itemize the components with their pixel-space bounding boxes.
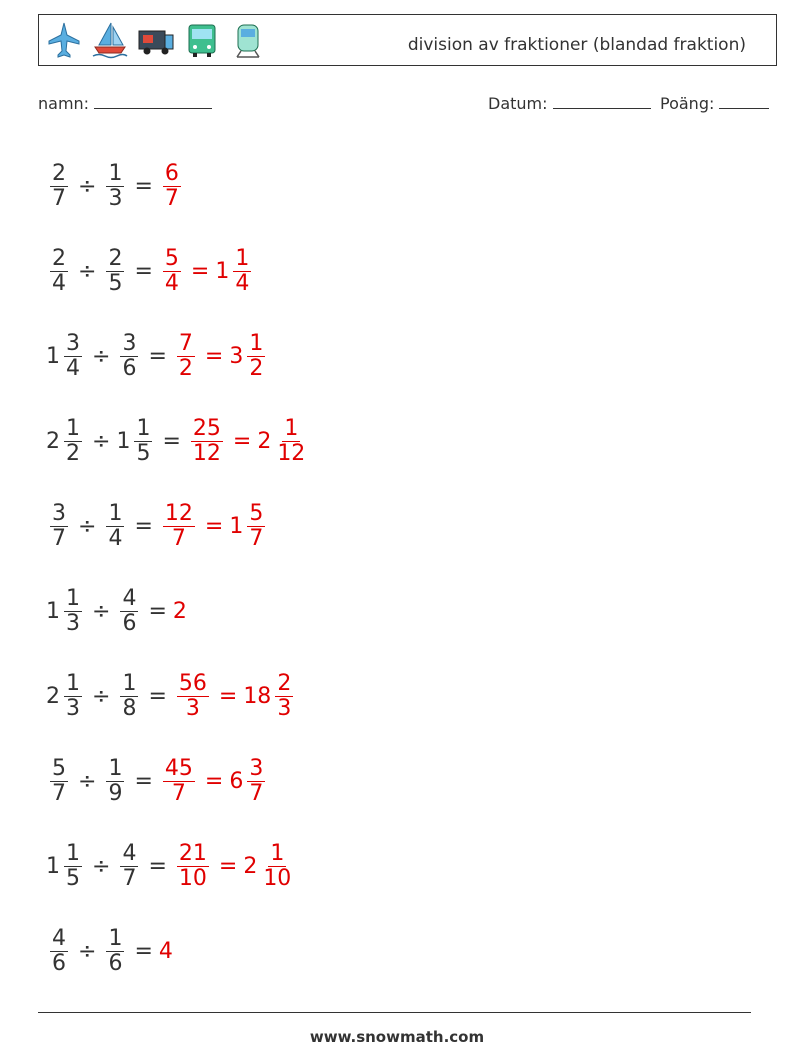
divisor-number bbox=[102, 502, 128, 551]
footer-divider bbox=[38, 1012, 751, 1013]
divisor-fraction bbox=[134, 417, 152, 466]
dividend-fraction bbox=[64, 587, 82, 636]
answer-improper-fraction bbox=[163, 162, 181, 211]
problem-row bbox=[46, 824, 311, 909]
equals-sign: = bbox=[162, 429, 181, 454]
dividend-denominator: 3 bbox=[66, 696, 80, 721]
dividend-denominator: 3 bbox=[66, 611, 80, 636]
divisor-denominator: 6 bbox=[108, 951, 123, 976]
dividend-numerator: 1 bbox=[66, 415, 80, 441]
dividend-number bbox=[46, 332, 86, 381]
divisor-numerator: 1 bbox=[108, 925, 123, 951]
divisor-fraction bbox=[106, 502, 124, 551]
dividend-number bbox=[46, 247, 72, 296]
answer-improper-number bbox=[159, 247, 185, 296]
divide-sign: ÷ bbox=[92, 854, 111, 879]
divisor-number bbox=[102, 247, 128, 296]
divisor-fraction bbox=[106, 757, 124, 806]
divisor-number bbox=[116, 587, 142, 636]
answer-equals-sign: = bbox=[204, 769, 224, 794]
answer-mixed-fraction bbox=[261, 842, 293, 891]
dividend-numerator: 2 bbox=[52, 160, 66, 186]
divisor-fraction bbox=[120, 587, 138, 636]
dividend-fraction bbox=[50, 162, 68, 211]
dividend-denominator: 7 bbox=[52, 526, 66, 551]
problem-row bbox=[46, 739, 311, 824]
problem-row bbox=[46, 314, 311, 399]
answer-improper-numerator: 21 bbox=[178, 840, 207, 866]
divisor-denominator: 4 bbox=[108, 526, 123, 551]
dividend-denominator: 6 bbox=[52, 951, 66, 976]
answer-improper-number bbox=[173, 599, 187, 624]
score-blank bbox=[719, 94, 769, 109]
dividend-fraction bbox=[64, 417, 82, 466]
divisor-number bbox=[116, 672, 142, 721]
answer bbox=[159, 939, 173, 964]
answer-mixed-number bbox=[257, 417, 311, 466]
answer-mixed-whole: 3 bbox=[229, 344, 244, 369]
answer-mixed-denominator: 2 bbox=[249, 356, 264, 381]
dividend-fraction bbox=[50, 502, 68, 551]
answer-improper-fraction bbox=[177, 842, 209, 891]
answer-mixed-fraction bbox=[275, 672, 293, 721]
header-icons bbox=[45, 19, 267, 61]
answer-mixed-fraction bbox=[275, 417, 307, 466]
answer-improper-fraction bbox=[177, 332, 195, 381]
problem-row bbox=[46, 144, 311, 229]
divisor-numerator: 1 bbox=[108, 500, 123, 526]
answer-improper-number bbox=[173, 672, 213, 721]
name-field bbox=[38, 94, 212, 113]
answer-mixed-whole: 1 bbox=[229, 514, 244, 539]
answer-equals-sign: = bbox=[232, 429, 252, 454]
answer-mixed-numerator: 5 bbox=[249, 500, 264, 526]
divisor-fraction bbox=[106, 247, 124, 296]
divisor-numerator: 1 bbox=[136, 415, 151, 441]
equals-sign: = bbox=[148, 344, 167, 369]
problem-row bbox=[46, 909, 311, 994]
problem-row bbox=[46, 229, 311, 314]
divide-sign: ÷ bbox=[92, 429, 111, 454]
dividend-whole: 1 bbox=[46, 344, 60, 369]
answer-mixed-fraction bbox=[247, 332, 265, 381]
answer-mixed-denominator: 4 bbox=[235, 271, 250, 296]
answer-improper-fraction bbox=[163, 757, 195, 806]
answer-mixed-whole: 18 bbox=[243, 684, 272, 709]
answer-improper-numerator: 5 bbox=[164, 245, 179, 271]
answer bbox=[173, 599, 187, 624]
answer-mixed-denominator: 3 bbox=[277, 696, 292, 721]
bus-icon bbox=[183, 19, 221, 61]
answer-equals-sign: = bbox=[204, 344, 224, 369]
worksheet-header bbox=[38, 14, 777, 66]
answer-improper-number bbox=[159, 162, 185, 211]
answer-improper-number bbox=[173, 842, 213, 891]
dividend-fraction bbox=[64, 672, 82, 721]
answer bbox=[159, 757, 269, 806]
divisor-fraction bbox=[120, 672, 138, 721]
answer-improper-number bbox=[159, 939, 173, 964]
problem-row bbox=[46, 399, 311, 484]
answer-mixed-denominator: 12 bbox=[277, 441, 306, 466]
answer-improper-numerator: 7 bbox=[178, 330, 193, 356]
equals-sign: = bbox=[134, 174, 153, 199]
answer bbox=[173, 332, 269, 381]
answer-equals-sign: = bbox=[218, 854, 238, 879]
answer-improper-numerator: 45 bbox=[164, 755, 193, 781]
divisor-denominator: 6 bbox=[122, 356, 137, 381]
dividend-numerator: 2 bbox=[52, 245, 66, 271]
answer-mixed-numerator: 3 bbox=[249, 755, 264, 781]
dividend-numerator: 1 bbox=[66, 840, 80, 866]
answer-improper-denominator: 12 bbox=[192, 441, 221, 466]
divisor-denominator: 7 bbox=[122, 866, 137, 891]
divisor-number bbox=[116, 417, 156, 466]
answer bbox=[159, 502, 269, 551]
answer-improper-number bbox=[159, 757, 199, 806]
worksheet-title: division av fraktioner (blandad fraktion) bbox=[407, 35, 746, 55]
dividend-fraction bbox=[64, 332, 82, 381]
answer-mixed-fraction bbox=[247, 502, 265, 551]
score-field bbox=[660, 94, 769, 113]
divisor-number bbox=[102, 927, 128, 976]
answer-mixed-number bbox=[229, 757, 269, 806]
answer bbox=[173, 672, 297, 721]
dividend-denominator: 4 bbox=[52, 271, 66, 296]
divide-sign: ÷ bbox=[78, 514, 97, 539]
divisor-numerator: 4 bbox=[122, 585, 137, 611]
answer-mixed-numerator: 2 bbox=[277, 670, 292, 696]
divisor-denominator: 5 bbox=[108, 271, 123, 296]
divisor-number bbox=[116, 332, 142, 381]
divisor-numerator: 1 bbox=[108, 755, 123, 781]
divisor-denominator: 9 bbox=[108, 781, 123, 806]
divisor-fraction bbox=[106, 162, 124, 211]
answer bbox=[187, 417, 311, 466]
dividend-fraction bbox=[50, 247, 68, 296]
answer-improper-denominator: 7 bbox=[171, 526, 186, 551]
answer-improper-whole: 4 bbox=[158, 939, 173, 964]
divisor-numerator: 4 bbox=[122, 840, 137, 866]
answer-mixed-numerator: 1 bbox=[270, 840, 285, 866]
divisor-fraction bbox=[120, 332, 138, 381]
answer-improper-number bbox=[187, 417, 227, 466]
answer-improper-numerator: 25 bbox=[192, 415, 221, 441]
answer-mixed-denominator: 10 bbox=[263, 866, 292, 891]
answer-mixed-denominator: 7 bbox=[249, 526, 264, 551]
dividend-whole: 1 bbox=[46, 854, 60, 879]
answer-mixed-whole: 1 bbox=[215, 259, 230, 284]
dividend-number bbox=[46, 842, 86, 891]
name-label: namn: bbox=[38, 94, 90, 113]
answer-equals-sign: = bbox=[218, 684, 238, 709]
dividend-numerator: 5 bbox=[52, 755, 66, 781]
divide-sign: ÷ bbox=[78, 939, 97, 964]
answer-improper-denominator: 7 bbox=[164, 186, 179, 211]
problem-row bbox=[46, 484, 311, 569]
equals-sign: = bbox=[148, 684, 167, 709]
dividend-fraction bbox=[50, 757, 68, 806]
dividend-whole: 2 bbox=[46, 429, 60, 454]
answer-mixed-whole: 2 bbox=[243, 854, 258, 879]
problem-row bbox=[46, 654, 311, 739]
equals-sign: = bbox=[134, 939, 153, 964]
divisor-number bbox=[102, 162, 128, 211]
divisor-numerator: 3 bbox=[122, 330, 137, 356]
dividend-fraction bbox=[64, 842, 82, 891]
answer-equals-sign: = bbox=[204, 514, 224, 539]
equals-sign: = bbox=[148, 599, 167, 624]
date-blank bbox=[553, 94, 651, 109]
dividend-whole: 2 bbox=[46, 684, 60, 709]
dividend-denominator: 7 bbox=[52, 186, 66, 211]
dividend-number bbox=[46, 417, 86, 466]
answer-improper-denominator: 10 bbox=[178, 866, 207, 891]
answer-mixed-numerator: 1 bbox=[249, 330, 264, 356]
date-label: Datum: bbox=[488, 94, 548, 113]
answer-improper-numerator: 6 bbox=[164, 160, 179, 186]
answer-mixed-number bbox=[243, 842, 297, 891]
answer-improper-denominator: 3 bbox=[185, 696, 200, 721]
divisor-whole: 1 bbox=[116, 429, 131, 454]
divisor-fraction bbox=[106, 927, 124, 976]
answer-improper-fraction bbox=[191, 417, 223, 466]
dividend-numerator: 1 bbox=[66, 670, 80, 696]
answer-improper-number bbox=[173, 332, 199, 381]
answer bbox=[159, 162, 185, 211]
answer-mixed-fraction bbox=[247, 757, 265, 806]
dividend-denominator: 4 bbox=[66, 356, 80, 381]
divisor-denominator: 3 bbox=[108, 186, 123, 211]
problem-row bbox=[46, 569, 311, 654]
dividend-numerator: 3 bbox=[66, 330, 80, 356]
dividend-number bbox=[46, 757, 72, 806]
answer-improper-fraction bbox=[163, 502, 195, 551]
problem-list bbox=[46, 144, 311, 994]
dividend-number bbox=[46, 587, 86, 636]
divisor-number bbox=[102, 757, 128, 806]
dividend-denominator: 2 bbox=[66, 441, 80, 466]
answer-improper-denominator: 2 bbox=[178, 356, 193, 381]
answer-mixed-number bbox=[229, 332, 269, 381]
divide-sign: ÷ bbox=[78, 259, 97, 284]
divisor-numerator: 2 bbox=[108, 245, 123, 271]
answer-improper-denominator: 4 bbox=[164, 271, 179, 296]
name-blank bbox=[94, 94, 212, 109]
divisor-denominator: 5 bbox=[136, 441, 151, 466]
divide-sign: ÷ bbox=[92, 684, 111, 709]
answer-improper-fraction bbox=[177, 672, 209, 721]
answer-mixed-whole: 2 bbox=[257, 429, 272, 454]
divisor-numerator: 1 bbox=[108, 160, 123, 186]
answer-improper-fraction bbox=[163, 247, 181, 296]
dividend-numerator: 1 bbox=[66, 585, 80, 611]
dividend-number bbox=[46, 162, 72, 211]
footer-url: www.snowmath.com bbox=[309, 1028, 485, 1046]
divisor-fraction bbox=[120, 842, 138, 891]
answer-mixed-denominator: 7 bbox=[249, 781, 264, 806]
answer-mixed-fraction bbox=[233, 247, 251, 296]
divide-sign: ÷ bbox=[92, 599, 111, 624]
tram-icon bbox=[229, 19, 267, 61]
divide-sign: ÷ bbox=[78, 769, 97, 794]
answer-improper-numerator: 56 bbox=[178, 670, 207, 696]
divide-sign: ÷ bbox=[78, 174, 97, 199]
answer-equals-sign: = bbox=[190, 259, 210, 284]
divide-sign: ÷ bbox=[92, 344, 111, 369]
answer-mixed-numerator: 1 bbox=[235, 245, 250, 271]
dividend-denominator: 5 bbox=[66, 866, 80, 891]
equals-sign: = bbox=[134, 514, 153, 539]
date-field bbox=[488, 94, 651, 113]
equals-sign: = bbox=[134, 259, 153, 284]
equals-sign: = bbox=[148, 854, 167, 879]
dividend-number bbox=[46, 672, 86, 721]
answer-mixed-number bbox=[243, 672, 297, 721]
truck-icon bbox=[137, 19, 175, 61]
score-label: Poäng: bbox=[660, 94, 715, 113]
answer-improper-whole: 2 bbox=[172, 599, 187, 624]
divisor-denominator: 6 bbox=[122, 611, 137, 636]
answer-mixed-numerator: 1 bbox=[284, 415, 299, 441]
answer-mixed-number bbox=[229, 502, 269, 551]
answer-mixed-whole: 6 bbox=[229, 769, 244, 794]
answer bbox=[173, 842, 297, 891]
answer-improper-numerator: 12 bbox=[164, 500, 193, 526]
answer-mixed-number bbox=[215, 247, 255, 296]
dividend-numerator: 4 bbox=[52, 925, 66, 951]
equals-sign: = bbox=[134, 769, 153, 794]
airplane-icon bbox=[45, 19, 83, 61]
divisor-number bbox=[116, 842, 142, 891]
dividend-denominator: 7 bbox=[52, 781, 66, 806]
answer bbox=[159, 247, 255, 296]
dividend-number bbox=[46, 502, 72, 551]
answer-improper-denominator: 7 bbox=[171, 781, 186, 806]
divisor-numerator: 1 bbox=[122, 670, 137, 696]
answer-improper-number bbox=[159, 502, 199, 551]
dividend-fraction bbox=[50, 927, 68, 976]
dividend-numerator: 3 bbox=[52, 500, 66, 526]
divisor-denominator: 8 bbox=[122, 696, 137, 721]
dividend-number bbox=[46, 927, 72, 976]
sailboat-icon bbox=[91, 19, 129, 61]
dividend-whole: 1 bbox=[46, 599, 60, 624]
